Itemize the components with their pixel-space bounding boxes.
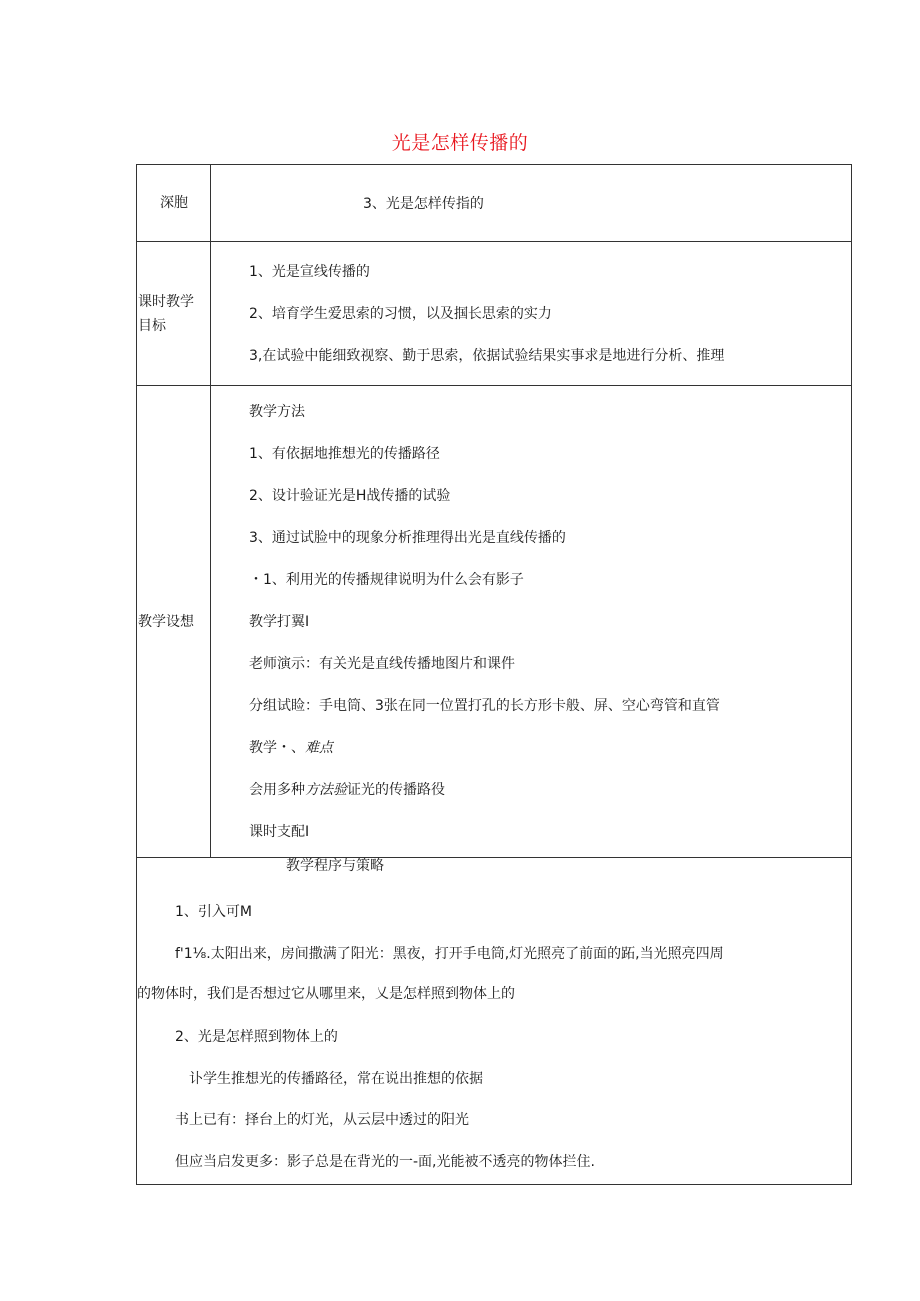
procedure-row [137, 858, 852, 1185]
design-line: 分组试睑：手电筒、3张在同一位置打孔的长方形卡般、屏、空心弯管和直管 [249, 697, 720, 714]
procedure-paragraph: 的物体时，我们是否想过它从哪里来，乂是怎样照到物体上的 [137, 986, 515, 1002]
design-lines [211, 391, 851, 853]
procedure-paragraph: 书上已有：择台上的灯光，从云层中透过的阳光 [175, 1112, 469, 1128]
design-line: 教学打翼I [249, 613, 310, 630]
design-method-line [249, 769, 851, 811]
design-method-italic: 方法验 [305, 781, 347, 798]
goals-label-line-2: 目标 [138, 317, 166, 334]
design-schedule-line: 课时支配I [249, 823, 310, 840]
procedure-heading: 教学程序与策略 [286, 858, 384, 874]
design-content-cell [211, 386, 852, 858]
goals-content-cell [211, 242, 852, 386]
design-line: 2、设计验证光是H战传播的试验 [249, 487, 451, 504]
design-key-italic: 难点 [305, 739, 333, 756]
topic-row [137, 165, 852, 242]
design-key-prefix: 教学・、 [249, 739, 305, 756]
design-label-cell [137, 386, 211, 858]
design-line: 3、通过试脸中的现象分析推理得出光是直线传播的 [249, 529, 566, 546]
design-method-a: 会用多种 [249, 781, 305, 798]
document-title: 光是怎样传播的 [391, 132, 529, 154]
procedure-paragraph: 讣学生推想光的传播路径，常在说出推想的依据 [189, 1071, 483, 1087]
goal-item: 1、光是宣线传播的 [249, 263, 370, 280]
design-key-points-line [249, 727, 851, 769]
goals-list [211, 251, 851, 377]
design-label: 教学设想 [138, 613, 194, 630]
design-line: 老师演示：有关光是直线传播地图片和课件 [249, 655, 515, 672]
topic-value-cell [211, 165, 852, 242]
design-row [137, 386, 852, 858]
procedure-paragraph: 2、光是怎样照到物体上的 [175, 1029, 338, 1045]
topic-label: 深胞 [160, 195, 188, 211]
topic-label-cell [137, 165, 211, 242]
design-method-b: 证光的传播路役 [347, 781, 445, 798]
design-line: 1、有依据地推想光的传播路径 [249, 445, 440, 462]
procedure-paragraph: f'1⅛.太阳出来，房间撒满了阳光：黑夜，打开手电筒,灯光照亮了前面的跖,当光照亮四周 [175, 946, 724, 962]
design-line: 教学方法 [249, 403, 305, 420]
goal-item: 2、培育学生爱思索的习惯，以及掴长思索的实力 [249, 305, 552, 322]
topic-value: 3、光是怎样传指的 [363, 196, 484, 212]
procedure-paragraph: 但应当启发更多：影子总是在背光的一-面,光能被不透亮的物体拦住. [175, 1154, 595, 1170]
goals-row [137, 242, 852, 386]
procedure-cell [137, 858, 852, 1185]
goals-label-cell [137, 242, 211, 386]
design-line: ・1、利用光的传播规律说明为什么会有影子 [249, 571, 524, 588]
goals-label-line-1: 课时教学 [138, 293, 194, 310]
procedure-paragraph: 1、引入可M [175, 904, 252, 920]
lesson-plan-table [136, 164, 852, 1185]
goals-label [137, 290, 210, 338]
goal-item: 3,在试验中能细致视察、勤于思索，依据试验结果实事求是地进行分析、推理 [249, 347, 725, 364]
